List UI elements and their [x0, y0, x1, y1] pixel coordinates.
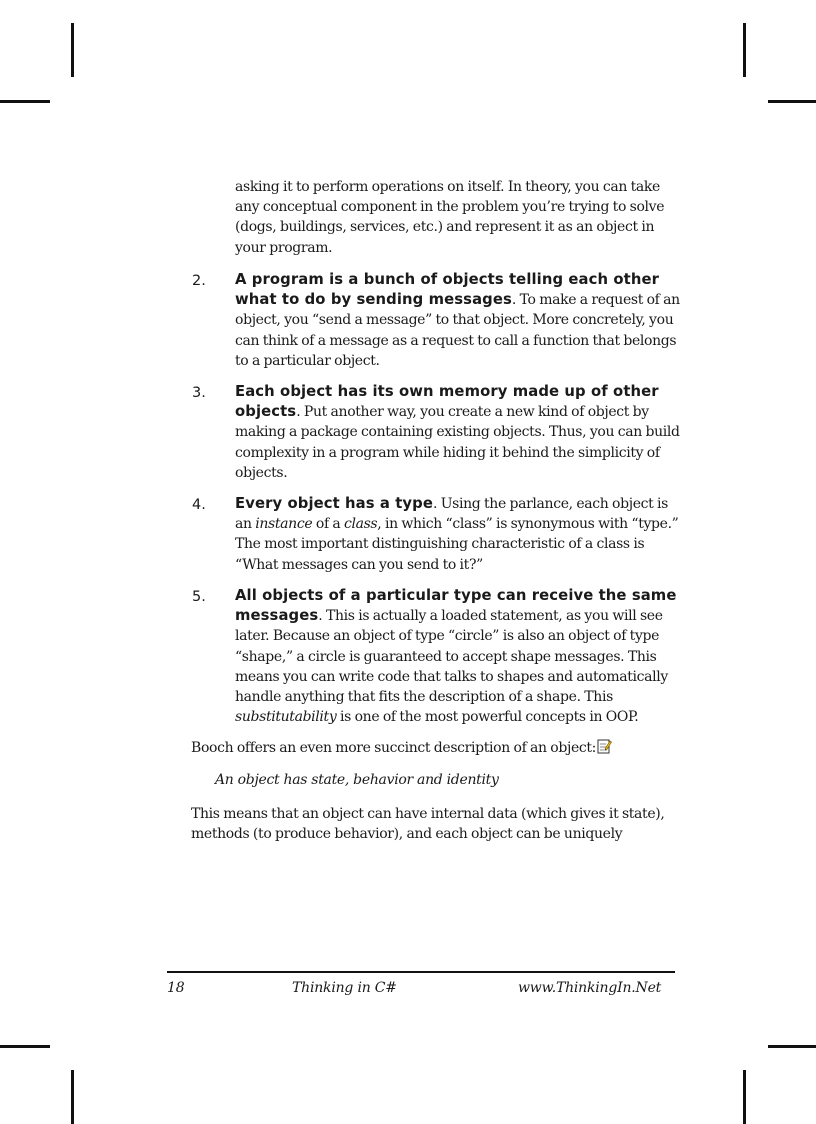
closing-paragraph: This means that an object can have internal data (which gives it state), methods (to produce behavior), and each object can be uniquely — [191, 806, 665, 843]
crop-mark-bottom-right-vertical — [743, 1070, 746, 1124]
list-item-number: 5. — [192, 589, 206, 605]
list-item-text: of a — [312, 516, 344, 533]
list-item-text: . This is actually a loaded statement, as you will see later. Because an object of type “circle” is also an object of type “shape,” a circle is guaranteed to accept shape messages. This means you can write code that talks to shapes and automatically handle anything that fits the description of a shape. This — [235, 608, 668, 706]
website-url: www.ThinkingIn.Net — [518, 980, 662, 996]
crop-mark-bottom-left-horizontal — [0, 1045, 50, 1048]
booch-quote: An object has state, behavior and identity — [215, 772, 499, 788]
crop-mark-top-left-horizontal — [0, 100, 50, 103]
list-item-number: 2. — [192, 273, 206, 289]
term-substitutability: substitutability — [235, 709, 337, 726]
list-item-lead: Each object has its own memory made up of other objects — [235, 383, 659, 421]
booch-intro-text: Booch offers an even more succinct description of an object: — [191, 740, 597, 756]
crop-mark-top-right-vertical — [743, 23, 746, 77]
list-item-lead: Every object has a type — [235, 495, 434, 512]
crop-mark-bottom-left-vertical — [71, 1070, 74, 1124]
list-item-text: , in which “class” is synonymous with “type.” The most important distinguishing characteristic of a class is “What messages can you send to it?” — [235, 516, 679, 573]
note-edit-icon[interactable] — [597, 738, 612, 754]
term-instance: instance — [255, 516, 313, 533]
crop-mark-bottom-right-horizontal — [768, 1045, 816, 1048]
footer-rule — [167, 971, 675, 973]
list-item-text: is one of the most powerful concepts in OOP. — [336, 709, 639, 726]
list-item-text: . Using the parlance, each object is an — [235, 496, 668, 533]
list-item-number: 4. — [192, 497, 206, 513]
crop-mark-top-left-vertical — [71, 23, 74, 77]
term-class: class — [343, 516, 378, 533]
list-item-number: 3. — [192, 385, 206, 401]
list-item-2 — [235, 270, 683, 371]
list-item-3 — [235, 382, 683, 483]
book-title: Thinking in C# — [292, 980, 397, 996]
list-item-text: . Put another way, you create a new kind of object by making a package containing existing objects. Thus, you can build complexity in a program while hiding it behind the simplicity of objects. — [235, 404, 680, 481]
page-number: 18 — [167, 980, 185, 996]
list-item-text: . To make a request of an object, you “send a message” to that object. More concretely, you can think of a message as a request to call a function that belongs to a particular object. — [235, 292, 680, 369]
list-item-5 — [235, 586, 683, 727]
continuation-paragraph: asking it to perform operations on itself. In theory, you can take any conceptual component in the problem you’re trying to solve (dogs, buildings, services, etc.) and represent it as an object in your program. — [235, 179, 665, 256]
crop-mark-top-right-horizontal — [768, 100, 816, 103]
list-item-lead: All objects of a particular type can receive the same messages — [235, 587, 677, 625]
list-item-lead: A program is a bunch of objects telling each other what to do by sending messages — [235, 271, 659, 309]
list-item-4 — [235, 494, 683, 575]
booch-paragraph — [191, 738, 681, 758]
